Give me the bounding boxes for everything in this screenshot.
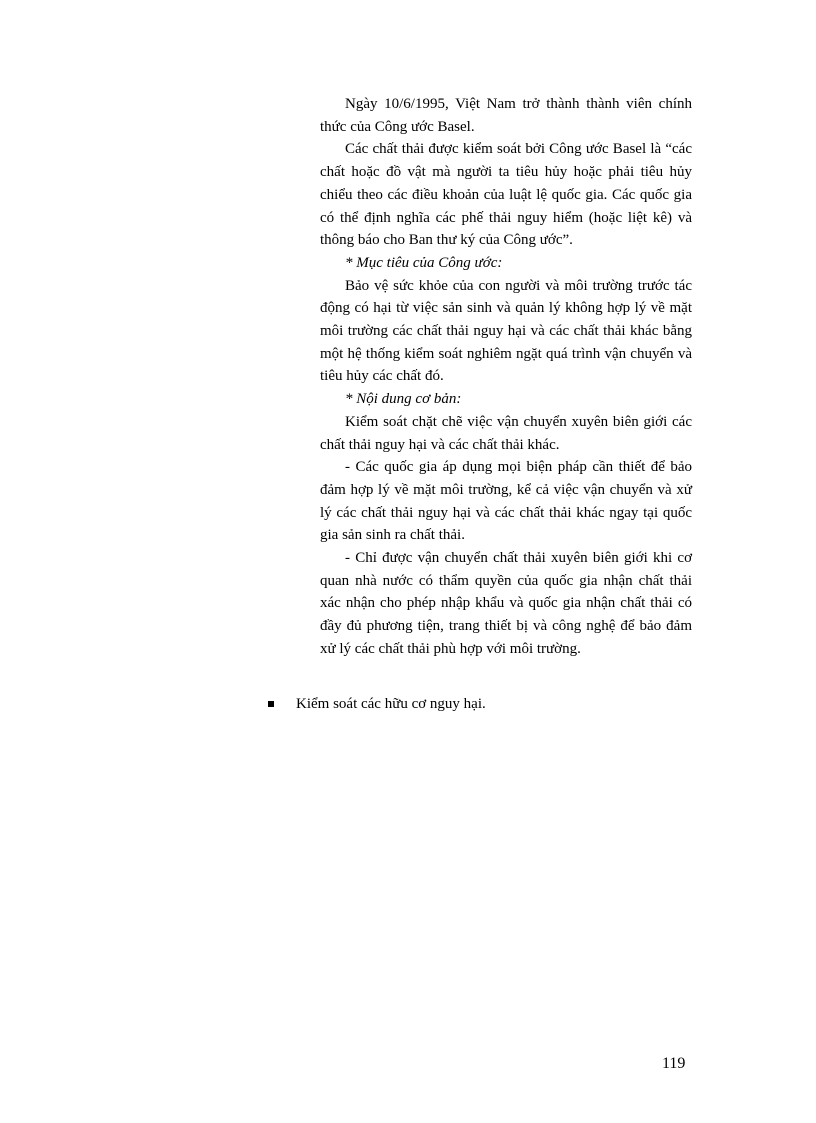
heading-basic-content: * Nội dung cơ bản: bbox=[345, 391, 462, 408]
paragraph-objective: Bảo vệ sức khỏe của con người và môi trường trước tác động có hại từ việc sản sinh và quản lý không hợp lý về mặt môi trường các chất thải nguy hại và các chất thải khác bằng một hệ thống kiểm soát nghiêm ngặt quá trình vận chuyển và tiêu hủy các chất đó. bbox=[320, 277, 692, 385]
body-text bbox=[320, 93, 692, 661]
bullet-list-item bbox=[268, 693, 688, 716]
page-number: 119 bbox=[662, 1055, 686, 1072]
paragraph-waste-definition: Các chất thải được kiểm soát bởi Công ước Basel là “các chất hoặc đồ vật mà người ta tiêu hủy hoặc phải tiêu hủy chiểu theo các điều khoản của luật lệ quốc gia. Các quốc gia có thể định nghĩa các phế thải nguy hiểm (hoặc liệt kê) và thông báo cho Ban thư ký của Công ước”. bbox=[320, 141, 692, 249]
heading-objective: * Mục tiêu của Công ước: bbox=[345, 254, 503, 271]
paragraph-content-transport: - Chỉ được vận chuyển chất thải xuyên biên giới khi cơ quan nhà nước có thẩm quyền của quốc gia nhận chất thải xác nhận cho phép nhập khẩu và quốc gia nhận chất thải có đầy đủ phương tiện, trang thiết bị và công nghệ để bảo đảm xử lý các chất thải phù hợp với môi trường. bbox=[320, 550, 692, 657]
paragraph-membership: Ngày 10/6/1995, Việt Nam trở thành thành viên chính thức của Công ước Basel. bbox=[320, 96, 692, 135]
square-bullet-icon bbox=[268, 701, 274, 707]
paragraph-content-control: Kiểm soát chặt chẽ việc vận chuyển xuyên biên giới các chất thải nguy hại và các chất thải khác. bbox=[320, 413, 692, 453]
paragraph-content-measures: - Các quốc gia áp dụng mọi biện pháp cần thiết để bảo đảm hợp lý về mặt môi trường, kể cả việc vận chuyển và xử lý các chất thải nguy hại và các chất thải khác ngay tại quốc gia sản sinh ra chất thải. bbox=[320, 459, 692, 544]
bullet-text: Kiểm soát các hữu cơ nguy hại. bbox=[296, 696, 486, 712]
